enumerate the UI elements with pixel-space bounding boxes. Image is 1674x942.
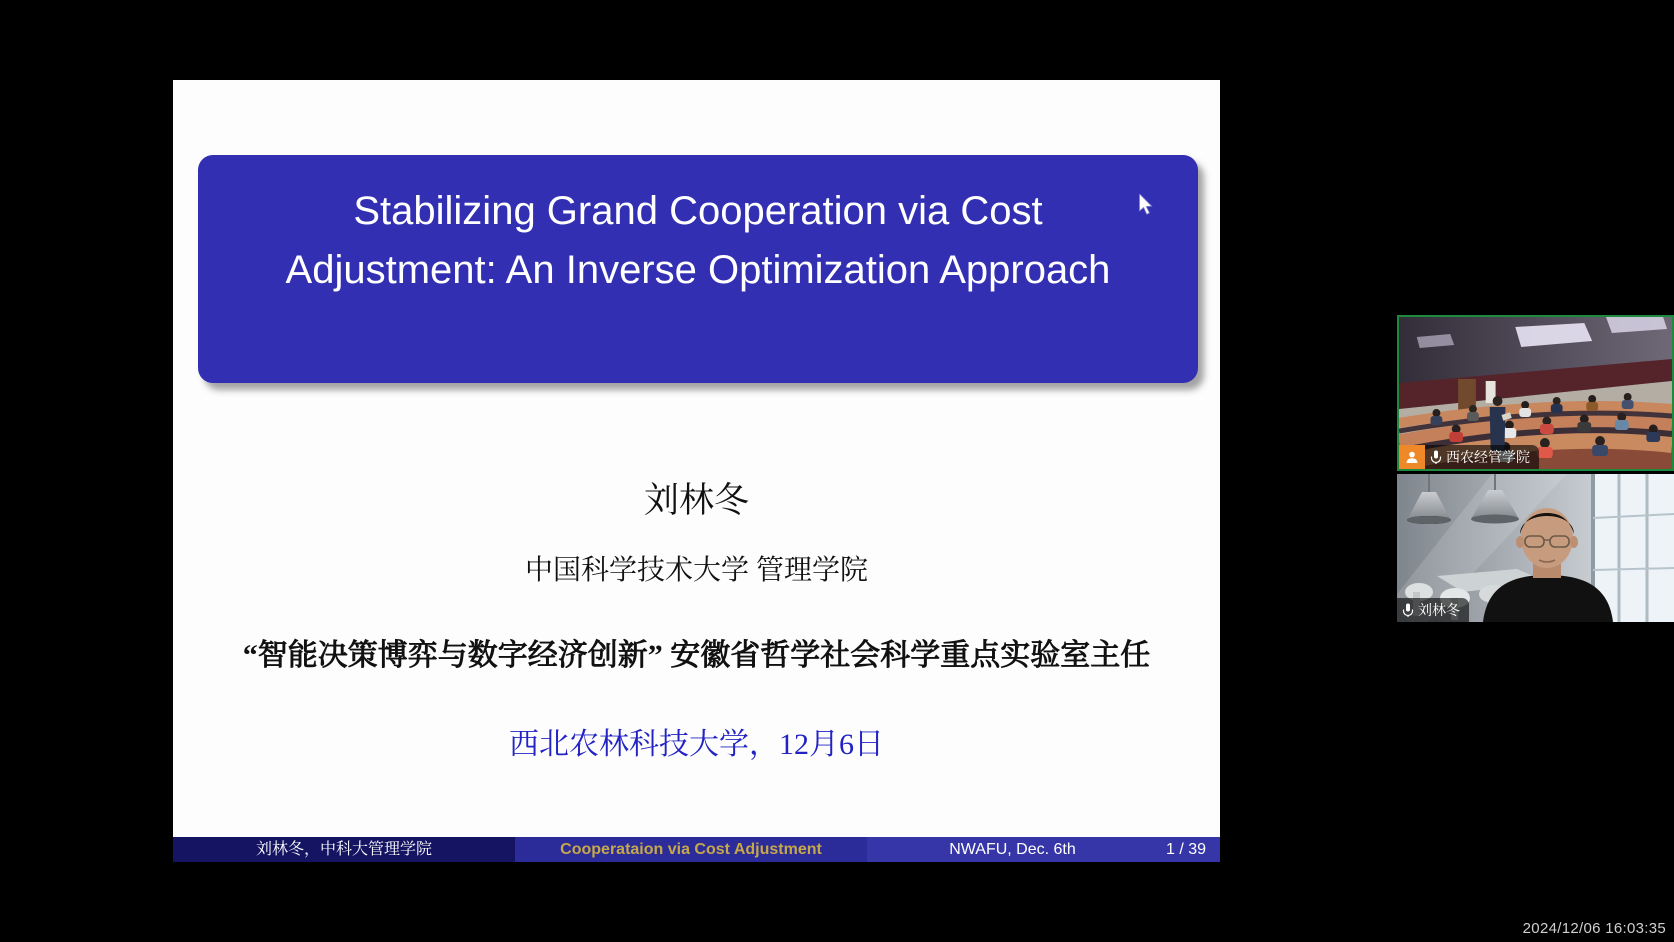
footer-venue-text: NWAFU, Dec. 6th [949,841,1076,858]
mic-icon [1430,450,1442,465]
classroom-video-name: 西农经管学院 [1446,449,1530,465]
footer-author-segment: 刘林冬，中科大管理学院 [173,837,515,862]
footer-page-number: 1 / 39 [1165,841,1206,858]
mic-icon [1402,603,1414,618]
slide-position-line: “智能决策博弈与数字经济创新” 安徽省哲学社会科学重点实验室主任 [242,639,1151,672]
slide-footer-bar [173,837,1220,862]
speaker-video-name: 刘林冬 [1418,602,1460,618]
classroom-video-label [1399,445,1539,469]
presentation-slide [173,80,1220,862]
footer-venue-segment [867,837,1220,862]
slide-title-line-1: Stabilizing Grand Cooperation via Cost [353,189,1043,233]
slide-author: 刘林冬 [643,481,749,520]
video-thumbnail-classroom[interactable] [1397,315,1674,471]
footer-short-title-segment: Cooperataion via Cost Adjustment [515,837,867,862]
slide-affiliation: 中国科学技术大学 管理学院 [524,555,868,586]
slide-title-box [198,155,1198,383]
slide-title [198,155,1198,300]
video-thumbnail-speaker[interactable] [1397,474,1674,622]
recording-timestamp: 2024/12/06 16:03:35 [1522,920,1666,937]
person-icon [1399,445,1425,469]
slide-venue-date: 西北农林科技大学，12月6日 [509,728,884,761]
arrow-cursor-icon [1138,194,1154,216]
speaker-video-label [1397,598,1469,622]
slide-title-line-2: Adjustment: An Inverse Optimization Approach [285,248,1111,292]
